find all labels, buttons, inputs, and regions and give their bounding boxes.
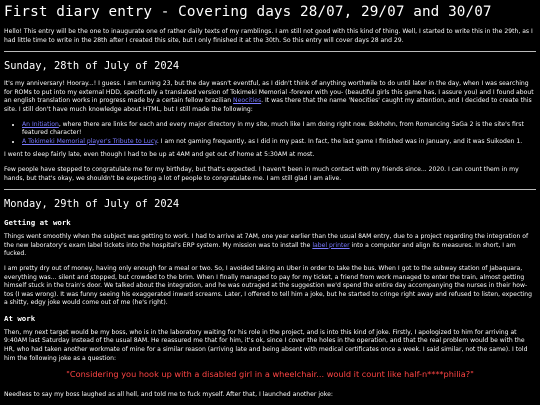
list-item (22, 121, 536, 138)
monday-paragraph-2: I am pretty dry out of money, having only enough for a meal or two. So, I avoided taking an Uber in order to take the bus. When I got to the subway station of Jabaquara, everything was... silent and stopped, but crowded to the brim. When I finally managed to pay for my ticket, a friend from work managed to enter the train, almost getting himself stuck in the train's door. We talked about the integration, and he was outraged at the suggestion we'd spend the entire day accompanying the nurses in their how-tos (I was wrong). It was funny seeing his exaggerated inward screams. Later, I offered to tell him a joke, but he started to cringe right away and refused to listen, expecting a shitty, edgy joke would come out of me (he's right). (4, 264, 533, 307)
intro-paragraph: Hello! This entry will be the one to inaugurate one of rather daily texts of my ramblings. I am still not good with this kind of thing. Well, I started to write this in the 29th, as I had little time to write in the 28th after I created this site, but I only finished it at the 30th. So this entry will cover days 28 and 29. (4, 28, 533, 44)
monday-paragraph-4: Needless to say my boss laughed as all hell, and told me to fuck myself. After that, I launched another joke: (4, 391, 333, 399)
sunday-text-1b: . It was there that the name 'Neocities' caught my attention, and I decided to create this site. I still don't have much knowledge about HTML, but I still made the following: (4, 97, 532, 113)
monday-text-1a: Things went smoothly when the subject was getting to work. I had to arrive at 7AM, one year earlier than the usual 8AM entry, due to a project regarding the integration of the new laboratory's exam label tickets into the hospital's ERP system. My mission was to install the (4, 233, 529, 249)
day-heading-sunday: Sunday, 28th of July of 2024 (4, 60, 180, 73)
monday-paragraph-3: Then, my next target would be my boss, who is in the laboratory waiting for his role in the project, and is into this kind of joke. Firstly, I apologized to him for arriving at 9:40AM last Saturday instead of the usual 8AM. He reassured me that for him, it's ok, since I cover the holes in the operation, and that the real problem would be with the HR, who had taken another workmate of mine for a similar reason (arriving late and being absent with medical certificates once a week. I said similar, not the same). I told him the following joke as a question: (4, 328, 528, 362)
list-item-text: . I am not gaming frequently, as I did in my past. In fact, the last game I finished was in January, and it was Suikoden 1. (156, 137, 523, 145)
subheading-getting-at-work: Getting at work (4, 218, 71, 228)
day-heading-monday: Monday, 29th of July of 2024 (4, 198, 180, 211)
monday-paragraph-1 (4, 233, 536, 259)
neocities-link[interactable]: Neocities (233, 97, 262, 105)
label-printer-link[interactable]: label printer (312, 241, 350, 249)
list-item-text: , where there are links for each and every major directory in my site, much like I am doing right now. Bokhohn, from Romancing SaGa 2 is the site's first featured character! (22, 120, 524, 137)
monday-text-1b: into a computer and align its measures. In short, I am fucked. (4, 241, 516, 258)
joke-quote: "Considering you hook up with a disabled girl in a wheelchair... would it count like half-n****philia?" (66, 369, 474, 380)
list-item (22, 138, 536, 147)
sunday-paragraph-1 (4, 80, 536, 114)
tribute-link[interactable]: A Tokimeki Memorial player's Tribute to Lucy (22, 137, 157, 145)
page-title: First diary entry - Covering days 28/07, 29/07 and 30/07 (4, 4, 492, 20)
sunday-paragraph-2: I went to sleep fairly late, even though I had to be up at 4AM and get out of home at 5:30AM at most. (4, 151, 315, 159)
divider (4, 189, 536, 190)
created-pages-list (4, 121, 536, 147)
initiation-link[interactable]: An Initiation (22, 120, 59, 128)
subheading-at-work: At work (4, 313, 36, 323)
sunday-text-1a: It's my anniversary! Hooray...! I guess. I am turning 23, but the day wasn't eventful, as I didn't think of anything worthwile to do until later in the day, when I was searching for ROMs to put into my external HDD, specifically a translated version of Tokimeki Memorial -forever with you- (beautiful girls this game has, I assure you) and I found about an english translation works in progress made by a certain fellow brazilian (4, 80, 534, 105)
sunday-paragraph-3: Few people have stepped to congratulate me for my birthday, but that's expected. I haven't been in much contact with my friends since... 2020. I can count them in my hands, but that's okay, we shouldn't be expecting a lot of people to congratulate me. I am still glad I am alive. (4, 165, 519, 182)
divider (4, 51, 536, 52)
